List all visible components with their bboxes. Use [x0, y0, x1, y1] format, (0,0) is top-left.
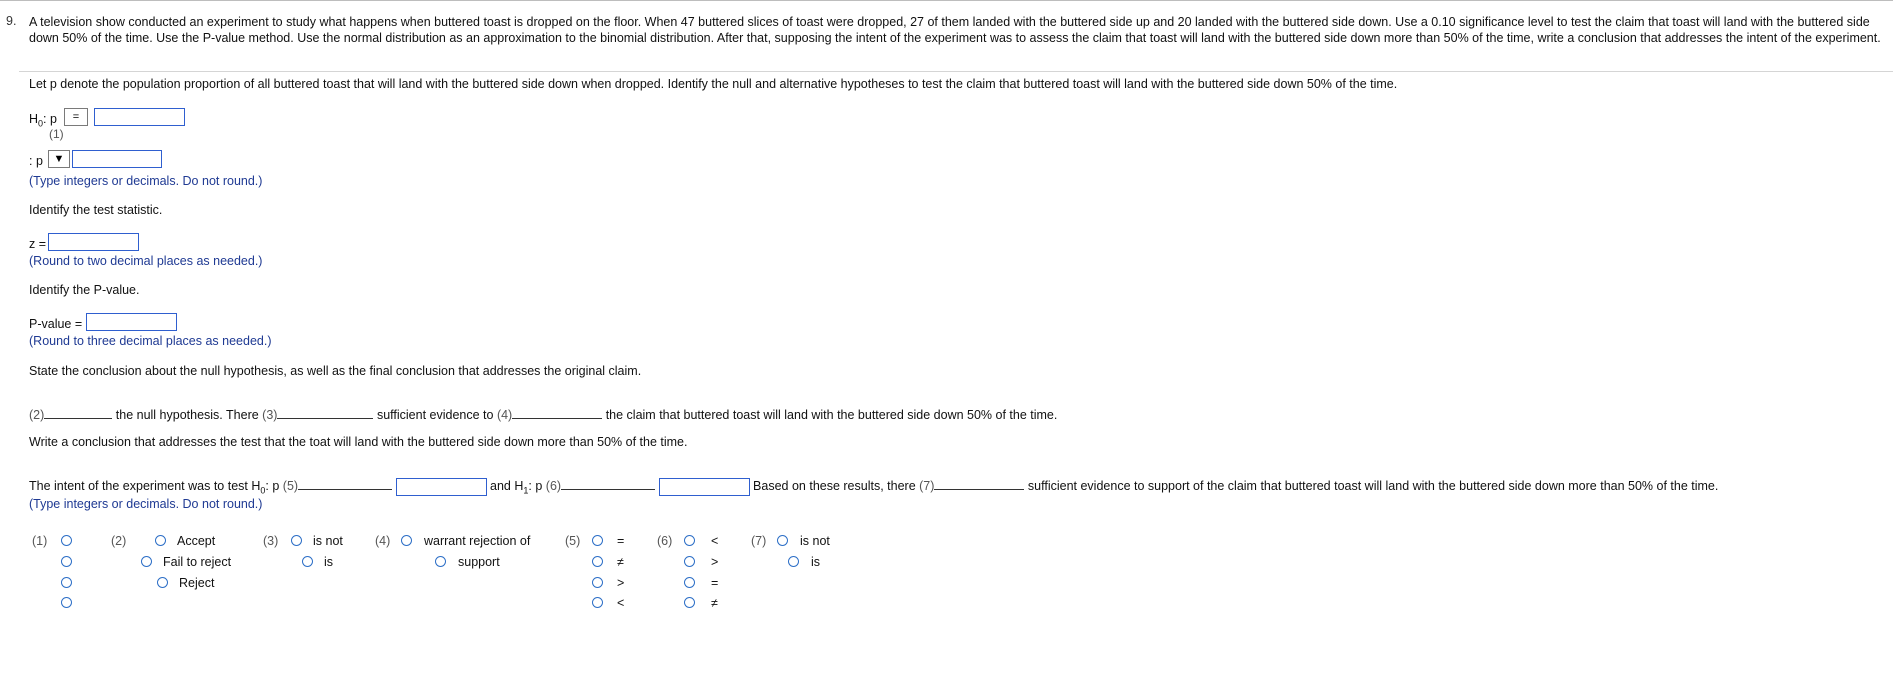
p-value-prompt: Identify the P-value.: [29, 283, 140, 297]
option-4-support-label: support: [458, 555, 500, 569]
option-2-reject[interactable]: [157, 577, 168, 588]
h1-label: : p: [29, 154, 43, 168]
option-6-equal-label: =: [711, 576, 719, 590]
option-3-is-not-label: is not: [313, 534, 343, 548]
group-2-label: (2): [111, 534, 127, 548]
option-5-greater-label: >: [617, 576, 625, 590]
option-5-not-equal-label: ≠: [617, 555, 624, 569]
p-value-label: P-value =: [29, 317, 83, 331]
option-4-warrant-rejection-label: warrant rejection of: [424, 534, 531, 548]
option-7-is-label: is: [811, 555, 821, 569]
h0-label: $H_0$: p: [29, 112, 57, 129]
option-6-equal[interactable]: [684, 577, 695, 588]
p-value-input[interactable]: [86, 313, 177, 331]
option-7-is-not[interactable]: [777, 535, 788, 546]
chevron-down-icon: ▼: [53, 153, 65, 165]
option-2-fail-to-reject[interactable]: [141, 556, 152, 567]
group-7-label: (7): [751, 534, 767, 548]
option-7-is[interactable]: [788, 556, 799, 567]
option-2-reject-label: Reject: [179, 576, 215, 590]
h0-intent-input[interactable]: [396, 478, 487, 496]
option-1-c[interactable]: [61, 577, 72, 588]
option-6-greater[interactable]: [684, 556, 695, 567]
option-6-less-label: <: [711, 534, 719, 548]
p-value-hint: (Round to three decimal places as needed.): [29, 334, 272, 348]
option-4-support[interactable]: [435, 556, 446, 567]
group-3-label: (3): [263, 534, 279, 548]
blank-3[interactable]: [277, 406, 373, 419]
intent-prompt: Write a conclusion that addresses the test that the toat will land with the buttered side down more than 50% of the time.: [29, 435, 688, 449]
test-statistic-prompt: Identify the test statistic.: [29, 203, 163, 217]
option-1-a[interactable]: [61, 535, 72, 546]
question-text: A television show conducted an experiment to study what happens when buttered toast is dropped on the floor. When 47 buttered slices of toast were dropped, 27 of them landed with the buttered side up and 20 landed with the buttered side down. Use a 0.10 significance level to test the claim that toast will land with the buttered side down 50% of the time. Use the P-value method. Use the normal distribution as an approximation to the binomial distribution. After that, supposing the intent of the experiment was to assess the claim that toast will land with the buttered side down more than 50% of the time, write a conclusion that addresses the intent of the experiment.: [29, 15, 1881, 45]
option-5-not-equal[interactable]: [592, 556, 603, 567]
blank-7[interactable]: [934, 477, 1024, 490]
option-6-less[interactable]: [684, 535, 695, 546]
group-4-label: (4): [375, 534, 391, 548]
group-1-label: (1): [32, 534, 48, 548]
option-3-is[interactable]: [302, 556, 313, 567]
question-number: 9.: [6, 14, 17, 28]
blank-5[interactable]: [298, 477, 392, 490]
z-label: z =: [29, 237, 47, 251]
option-6-greater-label: >: [711, 555, 719, 569]
blank-6[interactable]: [561, 477, 655, 490]
group-6-label: (6): [657, 534, 673, 548]
conclusion-sentence: (2) the null hypothesis. There (3) sufficient evidence to (4) the claim that buttered toast will land with the buttered side down 50% of the time.: [29, 408, 1058, 422]
option-6-not-equal[interactable]: [684, 597, 695, 608]
h1-operator-dropdown[interactable]: [48, 150, 70, 168]
option-5-less[interactable]: [592, 597, 603, 608]
h1-intent-input[interactable]: [659, 478, 750, 496]
option-1-b[interactable]: [61, 556, 72, 567]
intent-hint: (Type integers or decimals. Do not round.): [29, 497, 263, 511]
option-5-less-label: <: [617, 596, 625, 610]
top-border: [0, 0, 1893, 1]
option-6-not-equal-label: ≠: [711, 596, 718, 610]
option-5-equal-label: =: [617, 534, 625, 548]
option-7-is-not-label: is not: [800, 534, 830, 548]
option-3-is-not[interactable]: [291, 535, 302, 546]
intent-sentence: The intent of the experiment was to test $H_0$: p (5) and $H_1$: p (6) Based on these results, there (7) sufficient evidence to support of the claim that buttered toast will land with the buttered side down more than 50% of the time.: [29, 479, 1719, 496]
option-1-d[interactable]: [61, 597, 72, 608]
option-2-accept-label: Accept: [177, 534, 216, 548]
h0-operator: =: [64, 108, 88, 126]
option-2-fail-to-reject-label: Fail to reject: [163, 555, 232, 569]
h1-value-input[interactable]: [72, 150, 162, 168]
option-3-is-label: is: [324, 555, 334, 569]
conclusion-prompt: State the conclusion about the null hypothesis, as well as the final conclusion that addresses the original claim.: [29, 364, 642, 378]
group-5-label: (5): [565, 534, 581, 548]
hypotheses-hint: (Type integers or decimals. Do not round.): [29, 174, 263, 188]
h0-value-input[interactable]: [94, 108, 185, 126]
option-5-equal[interactable]: [592, 535, 603, 546]
divider: [19, 71, 1893, 72]
hypotheses-prompt: Let p denote the population proportion of all buttered toast that will land with the buttered side down when dropped. Identify the null and alternative hypotheses to test the claim that buttered toast will land with the buttered side down 50% of the time.: [29, 77, 1398, 91]
blank-2[interactable]: [44, 406, 112, 419]
z-hint: (Round to two decimal places as needed.): [29, 254, 263, 268]
option-2-accept[interactable]: [155, 535, 166, 546]
h1-marker: (1): [49, 127, 64, 141]
option-4-warrant-rejection[interactable]: [401, 535, 412, 546]
option-5-greater[interactable]: [592, 577, 603, 588]
blank-4[interactable]: [512, 406, 602, 419]
z-input[interactable]: [48, 233, 139, 251]
